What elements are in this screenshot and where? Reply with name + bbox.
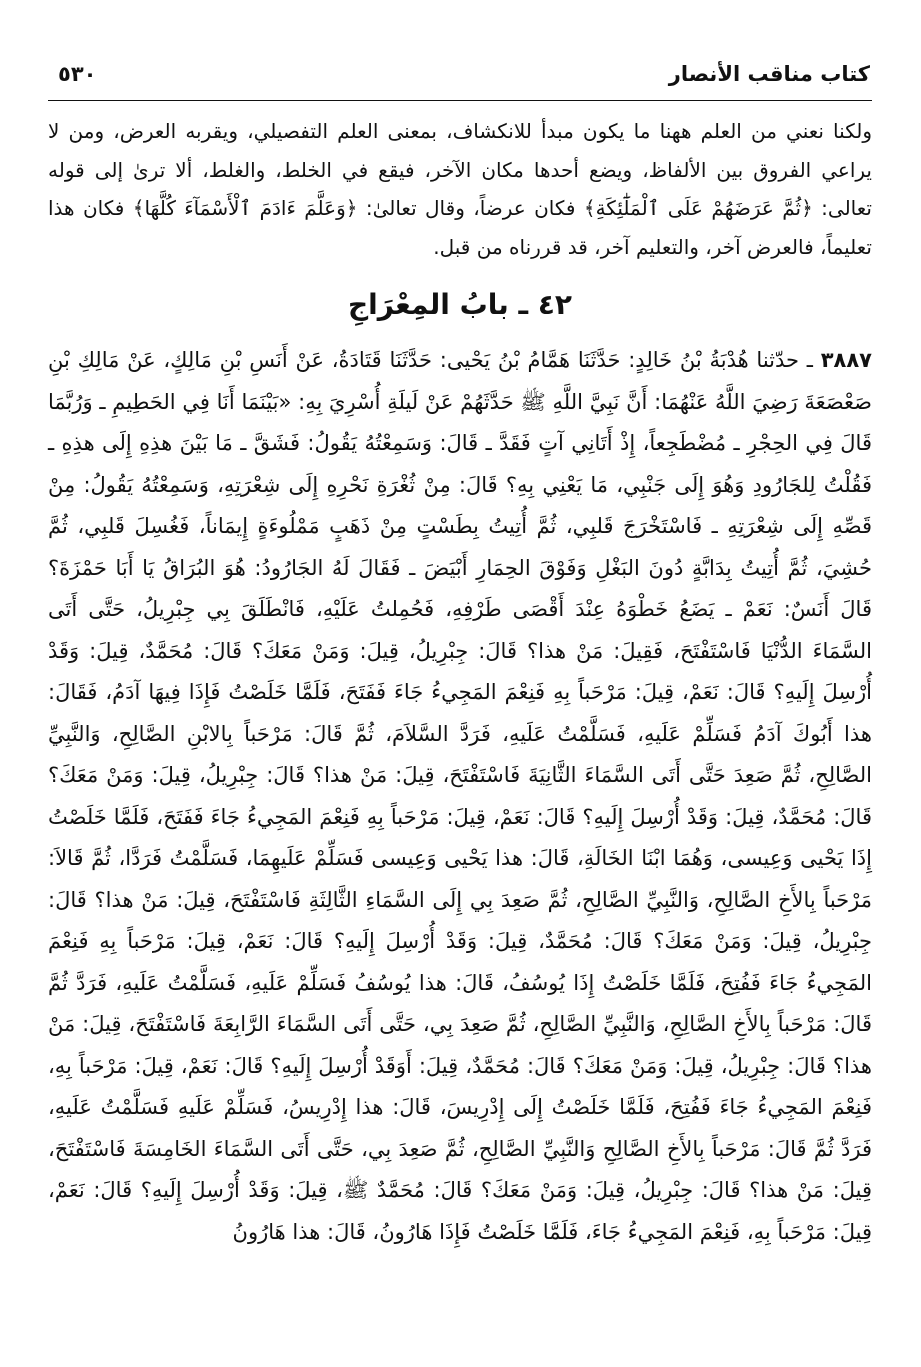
book-title: كتاب مناقب الأنصار bbox=[668, 62, 870, 86]
page-number: ٥٣٠ bbox=[58, 62, 97, 86]
intro-paragraph: ولكنا نعني من العلم ههنا ما يكون مبدأ للانكشاف، بمعنى العلم التفصيلي، ويقربه العرض، ومن لا يراعي الفروق بين الألفاظ، ويضع أحدها مكان الآخر، فيقع في الخلط، والغلط، ألا ترىٰ إلى قوله تعالى: ﴿ثُمَّ عَرَضَهُمْ عَلَى ٱلْمَلَٰٓئِكَةِ﴾ فكان عرضاً، وقال تعالىٰ: ﴿وَعَلَّمَ ءَادَمَ ٱلْأَسْمَآءَ كُلَّهَا﴾ فكان هذا تعليماً، فالعرض آخر، والتعليم آخر، قد قررناه من قبل. bbox=[48, 119, 872, 259]
hadith-paragraph bbox=[48, 340, 872, 1253]
chapter-title: ٤٢ ـ بابُ المِعْرَاجِ bbox=[347, 288, 573, 321]
hadith-number: ٣٨٨٧ bbox=[820, 348, 872, 372]
page-header bbox=[58, 58, 870, 98]
header-divider bbox=[48, 100, 872, 101]
hadith-text: ـ حدّثنا هُدْبَةُ بْنُ خَالِدٍ: حَدَّثَنَا هَمَّامُ بْنُ يَحْيى: حَدَّثَنَا قَتَادَةُ، عَنْ أَنَسِ بْنِ مَالِكٍ، عَنْ مَالِكِ بْنِ صَعْصَعَةَ رَضِيَ اللَّهُ عَنْهُمَا: أَنَّ نَبِيَّ اللَّهِ ﷺ حَدَّثَهُمْ عَنْ لَيلَةِ أُسْرِيَ بِهِ: «بَيْنَمَا أَنَا فِي الحَطِيمِ ـ وَرُبَّمَا قَالَ فِي الحِجْرِ ـ مُضْطَجِعاً، إِذْ أَتَانِي آتٍ فَقَدَّ ـ قَالَ: وَسَمِعْتُهُ يَقُولُ: فَشَقَّ ـ مَا بَيْنَ هذِهِ إِلَى هذِهِ ـ فَقُلْتُ لِلجَارُودِ وَهُوَ إِلَى جَنْبِي، مَا يَعْنِي بِهِ؟ قَالَ: مِنْ ثُغْرَةِ نَحْرِهِ إِلَى شِعْرَتِهِ، وَسَمِعْتُهُ يَقُولُ: مِنْ قَصِّهِ إِلَى شِعْرَتِهِ ـ فَاسْتَخْرَجَ قَلبِي، ثُمَّ أُتِيتُ بِطَسْتٍ مِنْ ذَهَبٍ مَمْلُوءَةٍ إِيمَاناً، فَغُسِلَ قَلبِي، ثُمَّ حُشِيَ، ثُمَّ أُتِيتُ بِدَابَّةٍ دُونَ البَغْلِ وَفَوْقَ الحِمَارِ أَبْيَضَ ـ فَقَالَ لَهُ الجَارُودُ: هُوَ البُرَاقُ يَا أَبَا حَمْزَةَ؟ قَالَ أَنَسٌ: نَعَمْ ـ يَضَعُ خَطْوَهُ عِنْدَ أَقْصَى طَرْفِهِ، فَحُمِلتُ عَلَيْهِ، فَانْطَلَقَ بِي جِبْرِيلُ، حَتَّى أَتَى السَّمَاءَ الدُّنْيَا فَاسْتَفْتَحَ، فَقِيلَ: مَنْ هذا؟ قَالَ: جِبْرِيلُ، قِيلَ: وَمَنْ مَعَكَ؟ قَالَ: مُحَمَّدٌ، قِيلَ: وَقَدْ أُرْسِلَ إِلَيهِ؟ قَالَ: نَعَمْ، قِيلَ: مَرْحَباً بِهِ فَنِعْمَ المَجِيءُ جَاءَ فَفَتَحَ، فَلَمَّا خَلَصْتُ فَإِذَا فِيهَا آدَمُ، فَقَالَ: هذا أَبُوكَ آدَمُ فَسَلِّمْ عَلَيهِ، فَسَلَّمْتُ عَلَيهِ، فَرَدَّ السَّلاَمَ، ثُمَّ قَالَ: مَرْحَباً بِالابْنِ الصَّالِحِ، وَالنَّبِيِّ الصَّالِحِ، ثُمَّ صَعِدَ حَتَّى أَتَى السَّمَاءَ الثَّانِيَةَ فَاسْتَفْتَحَ، قِيلَ: مَنْ هذا؟ قَالَ: جِبْرِيلُ، قِيلَ: وَمَنْ مَعَكَ؟ قَالَ: مُحَمَّدٌ، قِيلَ: وَقَدْ أُرْسِلَ إِلَيهِ؟ قَالَ: نَعَمْ، قِيلَ: مَرْحَباً بِهِ فَنِعْمَ المَجِيءُ جَاءَ فَفَتَحَ، فَلَمَّا خَلَصْتُ إِذَا يَحْيى وَعِيسى، وَهُمَا ابْنَا الخَالَةِ، قَالَ: هذا يَحْيى وَعِيسى فَسَلِّمْ عَلَيهِمَا، فَسَلَّمْتُ فَرَدَّا، ثُمَّ قَالاَ: مَرْحَباً بِالأَخِ الصَّالِحِ، وَالنَّبِيِّ الصَّالِحِ، ثُمَّ صَعِدَ بِي إِلَى السَّمَاءِ الثَّالِثَةِ فَاسْتَفْتَحَ، قِيلَ: مَنْ هذا؟ قَالَ: جِبْرِيلُ، قِيلَ: وَمَنْ مَعَكَ؟ قَالَ: مُحَمَّدٌ، قِيلَ: وَقَدْ أُرْسِلَ إِلَيهِ؟ قَالَ: نَعَمْ، قِيلَ: مَرْحَباً بِهِ فَنِعْمَ المَجِيءُ جَاءَ فَفُتِحَ، فَلَمَّا خَلَصْتُ إِذَا يُوسُفُ، قَالَ: هذا يُوسُفُ فَسَلِّمْ عَلَيهِ، فَسَلَّمْتُ عَلَيهِ، فَرَدَّ ثُمَّ قَالَ: مَرْحَباً بِالأَخِ الصَّالِحِ، وَالنَّبِيِّ الصَّالِحِ، ثُمَّ صَعِدَ بِي، حَتَّى أَتَى السَّمَاءَ الرَّابِعَةَ فَاسْتَفْتَحَ، قِيلَ: مَنْ هذا؟ قَالَ: جِبْرِيلُ، قِيلَ: وَمَنْ مَعَكَ؟ قَالَ: مُحَمَّدٌ، قِيلَ: أَوَقَدْ أُرْسِلَ إِلَيهِ؟ قَالَ: نَعَمْ، قِيلَ: مَرْحَباً بِهِ، فَنِعْمَ المَجِيءُ جَاءَ فَفُتِحَ، فَلَمَّا خَلَصْتُ إِلَى إِدْرِيسَ، قَالَ: هذا إِدْرِيسُ، فَسَلِّمْ عَلَيهِ فَسَلَّمْتُ عَلَيهِ، فَرَدَّ ثُمَّ قَالَ: مَرْحَباً بِالأَخِ الصَّالِحِ وَالنَّبِيِّ الصَّالِحِ، ثُمَّ صَعِدَ بِي، حَتَّى أَتَى السَّمَاءَ الخَامِسَةَ فَاسْتَفْتَحَ، قِيلَ: مَنْ هذا؟ قَالَ: جِبْرِيلُ، قِيلَ: وَمَنْ مَعَكَ؟ قَالَ: مُحَمَّدٌ ﷺ، قِيلَ: وَقَدْ أُرْسِلَ إِلَيهِ؟ قَالَ: نَعَمْ، قِيلَ: مَرْحَباً بِهِ، فَنِعْمَ المَجِيءُ جَاءَ، فَلَمَّا خَلَصْتُ فَإِذَا هَارُونُ، قَالَ: هذا هَارُونُ bbox=[48, 348, 872, 1244]
